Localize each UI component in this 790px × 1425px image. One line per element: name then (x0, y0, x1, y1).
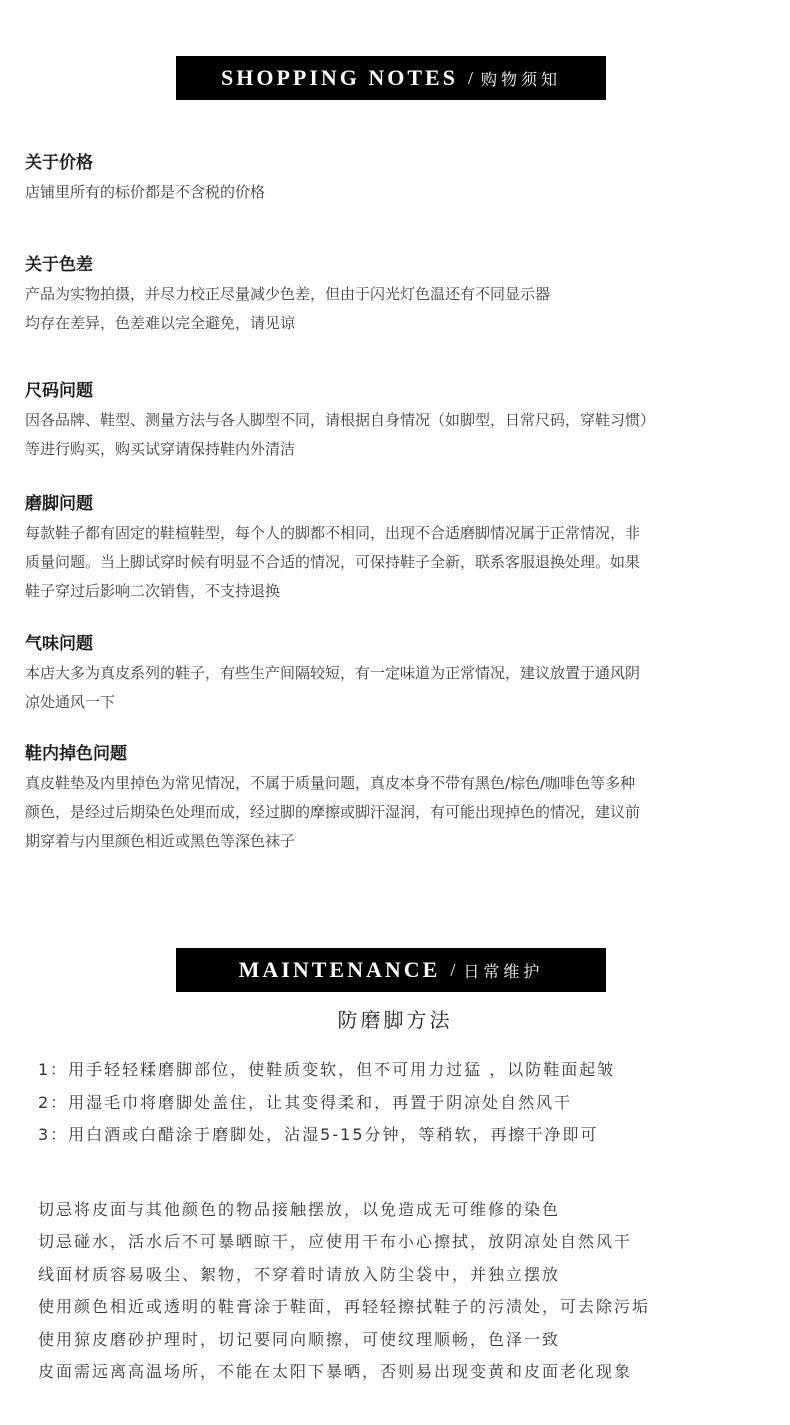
note-title: 关于色差 (25, 255, 93, 275)
anti-rubbing-steps (38, 1054, 778, 1152)
care-tips (38, 1194, 778, 1389)
maintenance-banner (176, 948, 606, 992)
banner-title-zh: 购物须知 (480, 69, 561, 89)
tip-item: 使用猄皮磨砂护理时，切记要同向顺擦，可使纹理顺畅，色泽一致 (38, 1329, 561, 1349)
note-line: 质量问题。当上脚试穿时候有明显不合适的情况，可保持鞋子全新，联系客服退换处理。如果 (25, 553, 641, 571)
note-title: 气味问题 (25, 634, 93, 654)
note-title: 鞋内掉色问题 (25, 744, 127, 764)
note-section-fading (25, 739, 775, 856)
note-title: 关于价格 (25, 153, 93, 173)
tip-item: 使用颜色相近或透明的鞋膏涂于鞋面，再轻轻擦拭鞋子的污渍处，可去除污垢 (38, 1297, 651, 1316)
note-line: 凉处通风一下 (25, 693, 116, 711)
note-line: 真皮鞋垫及内里掉色为常见情况，不属于质量问题，真皮本身不带有黑色/棕色/咖啡色等多种 (25, 774, 636, 792)
note-line: 颜色，是经过后期染色处理而成，经过脚的摩擦或脚汗湿润，有可能出现掉色的情况，建议前 (25, 803, 641, 821)
tip-item: 切忌将皮面与其他颜色的物品接触摆放，以免造成无可维修的染色 (38, 1199, 561, 1219)
note-line: 等进行购买，购买试穿请保持鞋内外清洁 (25, 440, 296, 458)
note-section-color (25, 250, 775, 376)
note-line: 店铺里所有的标价都是不含税的价格 (25, 183, 266, 201)
step-item: 3：用白酒或白醋涂于磨脚处，沾湿5-15分钟，等稍软，再擦干净即可 (38, 1125, 599, 1144)
banner-separator: / (467, 67, 473, 88)
tip-item: 切忌碰水，活水后不可暴晒晾干，应使用干布小心擦拭，放阴凉处自然风干 (38, 1232, 633, 1251)
note-title: 尺码问题 (25, 381, 93, 401)
note-line: 产品为实物拍摄，并尽力校正尽量减少色差，但由于闪光灯色温还有不同显示器 (25, 285, 551, 303)
note-title: 磨脚问题 (25, 494, 93, 514)
tip-item: 皮面需远离高温场所，不能在太阳下暴晒，否则易出现变黄和皮面老化现象 (38, 1362, 633, 1381)
tip-item: 线面材质容易吸尘、絮物，不穿着时请放入防尘袋中，并独立摆放 (38, 1264, 561, 1284)
shopping-notes-list (25, 148, 775, 856)
banner-title-zh: 日常维护 (463, 961, 544, 981)
maintenance-content (38, 1000, 778, 1389)
note-section-rubbing (25, 489, 775, 629)
note-section-odor (25, 629, 775, 739)
banner-separator: / (450, 959, 456, 980)
note-line: 每款鞋子都有固定的鞋楦鞋型，每个人的脚都不相同，出现不合适磨脚情况属于正常情况，非 (25, 524, 641, 542)
step-item: 2：用湿毛巾将磨脚处盖住，让其变得柔和，再置于阴凉处自然风干 (38, 1092, 573, 1112)
shopping-notes-banner (176, 56, 606, 100)
note-line: 本店大多为真皮系列的鞋子，有些生产间隔较短，有一定味道为正常情况，建议放置于通风阴 (25, 664, 641, 682)
note-line: 鞋子穿过后影响二次销售，不支持退换 (25, 582, 281, 600)
banner-title-en: MAINTENANCE (238, 957, 441, 982)
note-section-price (25, 148, 775, 250)
maintenance-subtitle: 防磨脚方法 (337, 1008, 453, 1032)
banner-title-en: SHOPPING NOTES (220, 65, 458, 90)
note-line: 因各品牌、鞋型、测量方法与各人脚型不同，请根据自身情况（如脚型，日常尺码，穿鞋习惯） (25, 411, 656, 429)
note-section-size (25, 376, 775, 489)
note-line: 期穿着与内里颜色相近或黑色等深色袜子 (25, 832, 296, 850)
step-item: 1：用手轻轻糅磨脚部位，使鞋质变软，但不可用力过猛 ，以防鞋面起皱 (38, 1060, 616, 1079)
note-line: 均存在差异，色差难以完全避免，请见谅 (25, 314, 296, 332)
